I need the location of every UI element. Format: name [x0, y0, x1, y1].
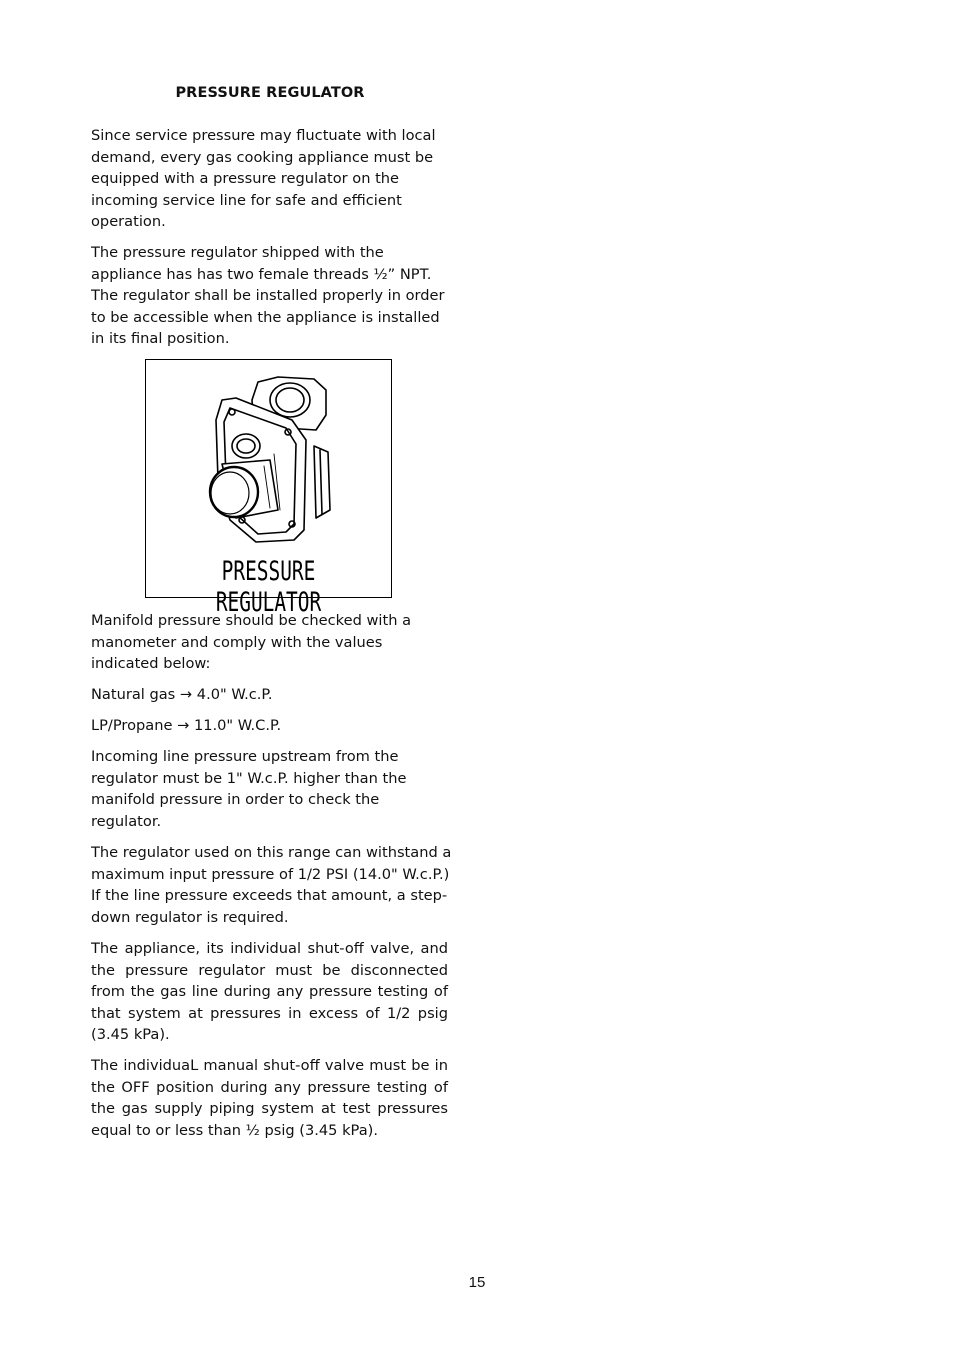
- pressure-regulator-icon: [146, 360, 393, 560]
- paragraph-manifold-pressure: Manifold pressure should be checked with a manometer and comply with the values indicated below:: [91, 612, 412, 673]
- paragraph-natural-gas-value: Natural gas → 4.0" W.c.P.: [91, 686, 273, 703]
- paragraph-service-pressure: Since service pressure may fluctuate with local demand, every gas cooking appliance must be equipped with a pressure regulator on the incoming service line for safe and efficient operation.: [91, 127, 436, 231]
- paragraph-disconnect-testing: The appliance, its individual shut-off valve, and the pressure regulator must be disconnected from the gas line during any pressure testing of that system at pressures in excess of 1/2 psig (3.45 kPa).: [91, 940, 448, 1044]
- figure-caption: PRESSURE REGULATOR: [215, 556, 322, 618]
- section-heading: PRESSURE REGULATOR: [175, 85, 365, 101]
- paragraph-regulator-threads: The pressure regulator shipped with the appliance has has two female threads ½” NPT. The regulator shall be installed properly in order to be accessible when the appliance is installed in its final position.: [91, 244, 445, 348]
- paragraph-shutoff-valve-testing: The individuaL manual shut-off valve must be in the OFF position during any pressure testing of the gas supply piping system at test pressures equal to or less than ½ psig (3.45 kPa).: [91, 1057, 448, 1139]
- paragraph-lp-propane-value: LP/Propane → 11.0" W.C.P.: [91, 717, 282, 734]
- page-number: 15: [468, 1274, 486, 1291]
- regulator-figure: [145, 359, 392, 618]
- paragraph-max-input-pressure: The regulator used on this range can withstand a maximum input pressure of 1/2 PSI (14.0" W.c.P.) If the line pressure exceeds that amount, a step-down regulator is required.: [91, 844, 452, 926]
- paragraph-incoming-line-pressure: Incoming line pressure upstream from the regulator must be 1" W.c.P. higher than the manifold pressure in order to check the regulator.: [91, 748, 407, 830]
